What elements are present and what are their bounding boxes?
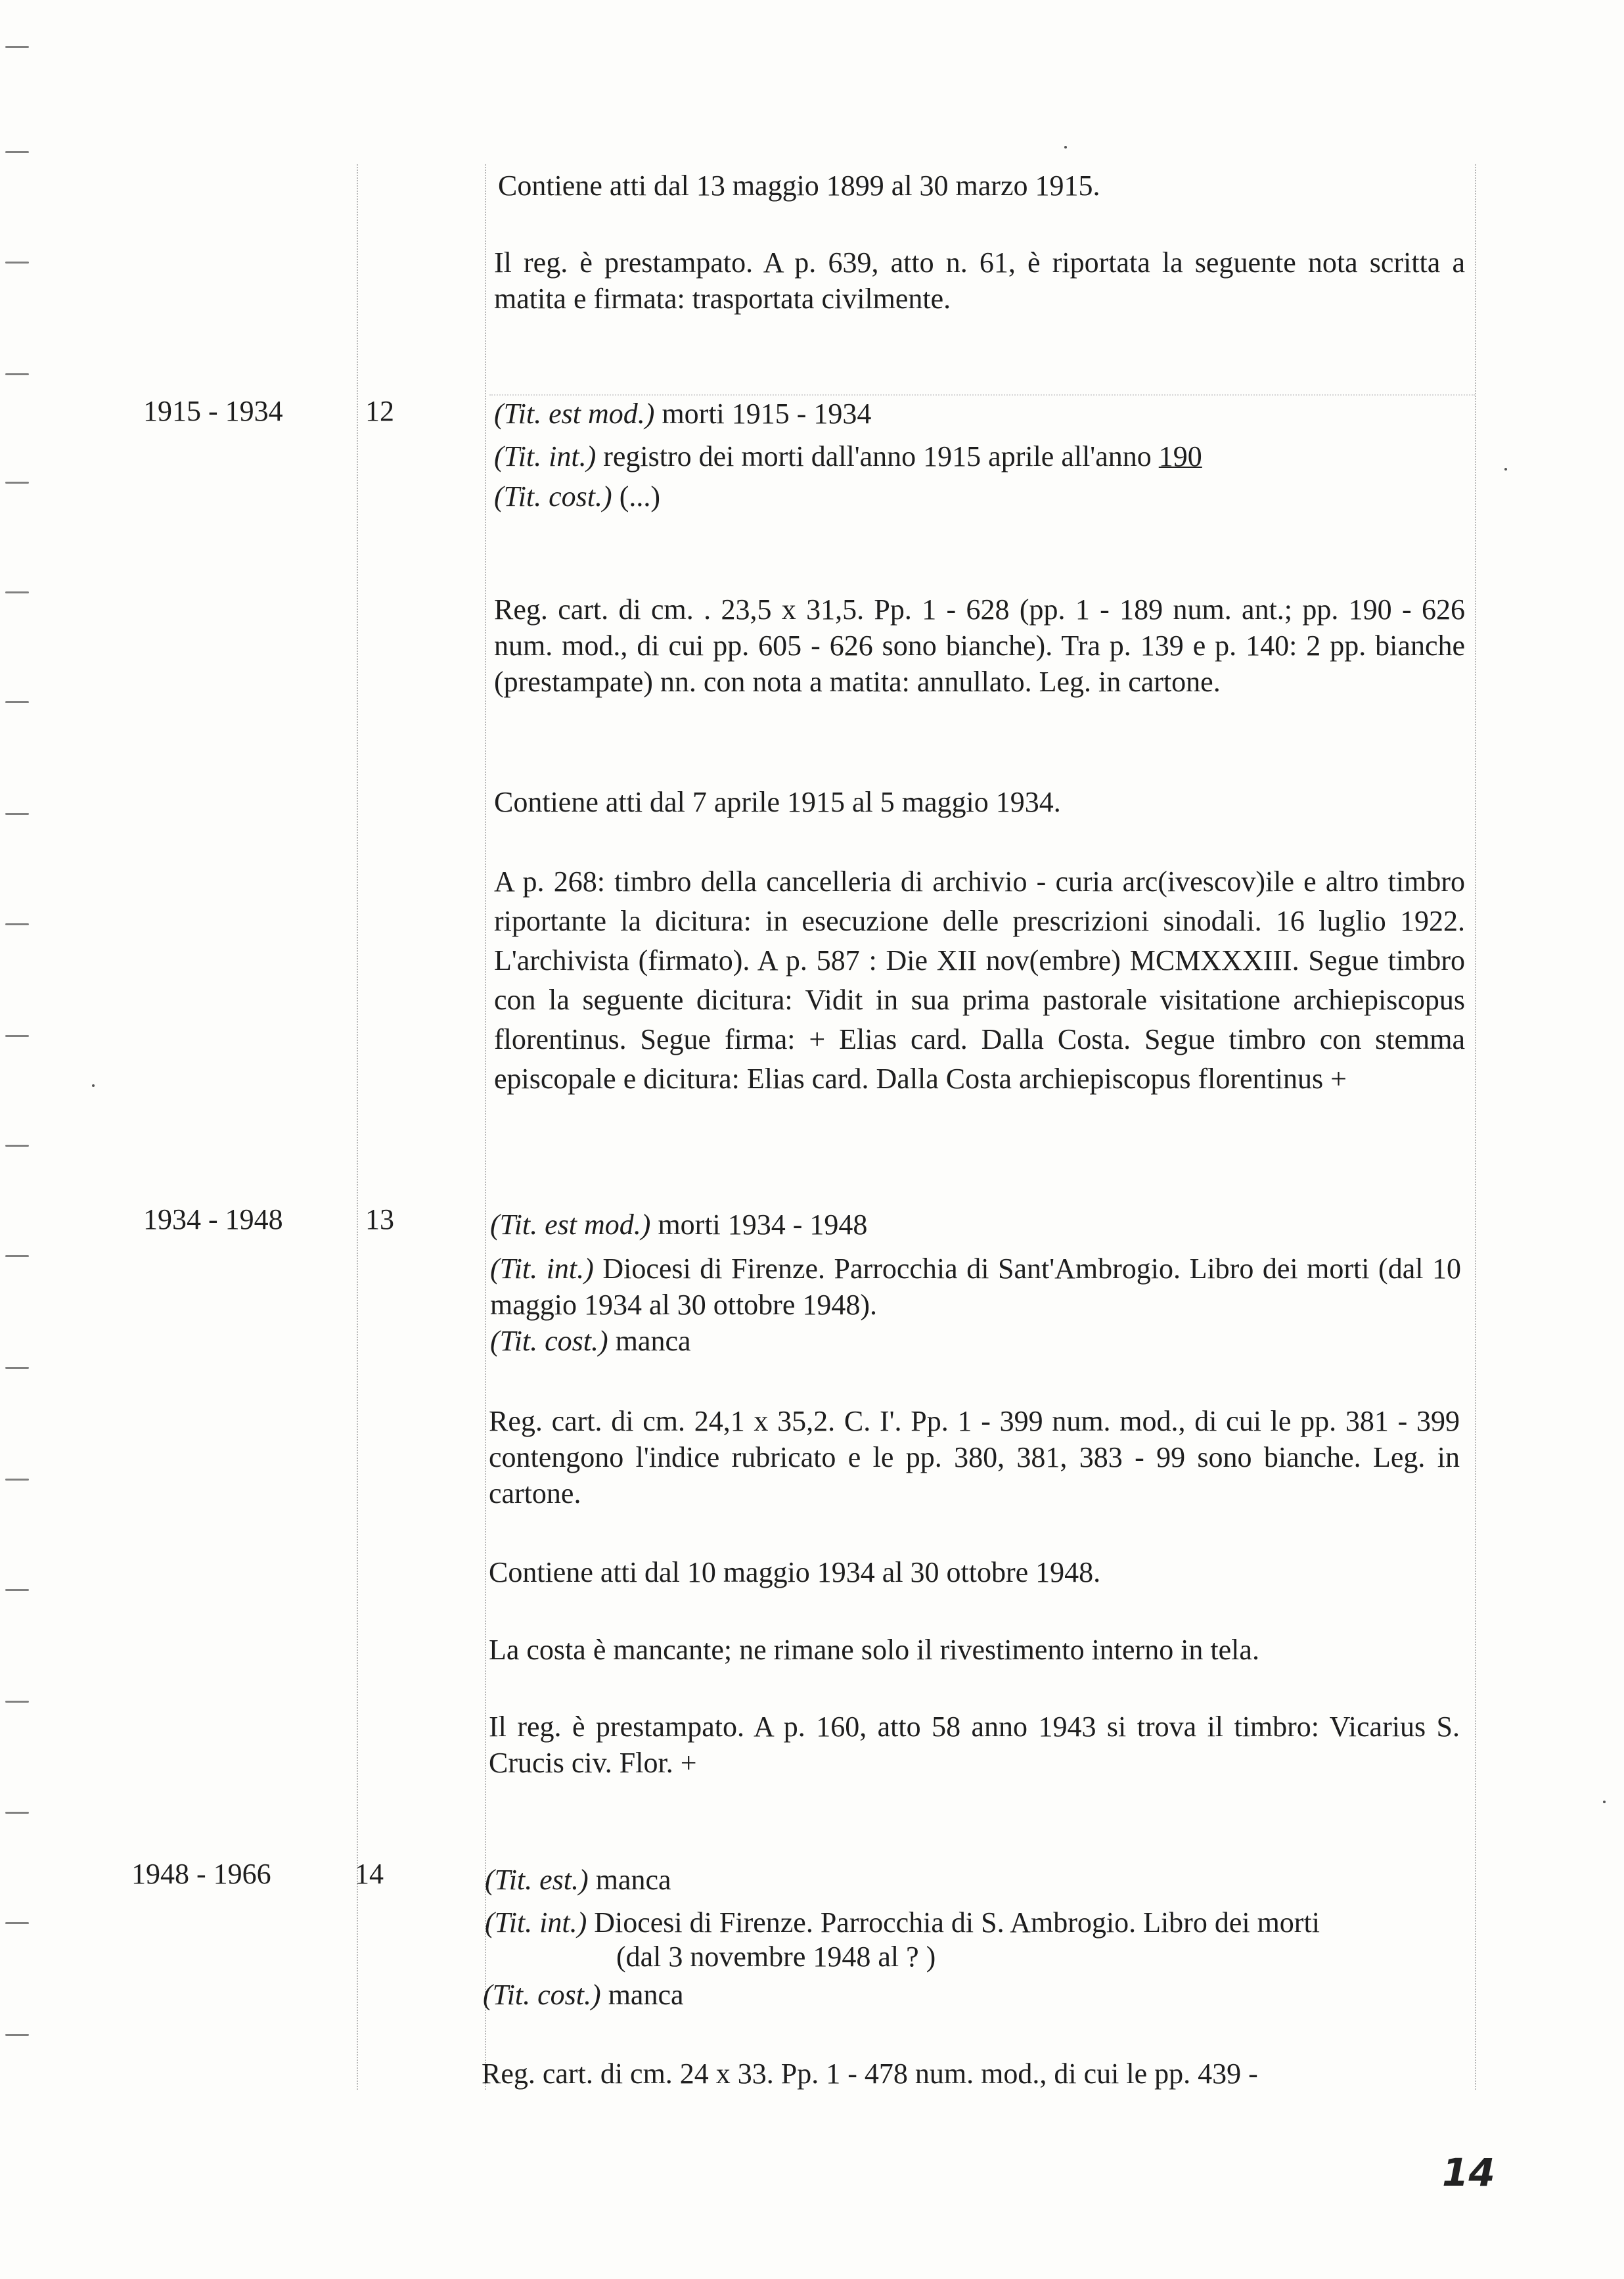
entry-13-date: 1934 - 1948 (143, 1203, 283, 1235)
entry-13-tit-int (490, 1251, 1461, 1323)
entry-13-tit-cost (490, 1323, 691, 1359)
column-divider-3 (1475, 164, 1476, 2090)
column-divider-2 (485, 164, 486, 2090)
entry-13-number: 13 (365, 1203, 394, 1235)
scan-speck (1504, 468, 1507, 471)
entry-12-tit-cost (494, 478, 660, 515)
tit-cost-value: (...) (619, 480, 660, 513)
tit-cost-label: (Tit. cost.) (490, 1325, 608, 1357)
entry-12-tit-est (494, 396, 871, 432)
entry-14-tit-int-cont: (dal 3 novembre 1948 al ? ) (616, 1941, 936, 1973)
tit-est-value: morti 1915 - 1934 (662, 398, 872, 430)
entry-12-tit-int (494, 438, 1202, 474)
tit-est-label: (Tit. est mod.) (494, 398, 655, 430)
tit-est-value: manca (595, 1864, 671, 1896)
entry-13-tit-est (490, 1207, 867, 1243)
column-divider-1 (357, 164, 358, 2090)
tit-int-label: (Tit. int.) (494, 440, 597, 472)
entry-12-contiene: Contiene atti dal 7 aprile 1915 al 5 maggio 1934. (494, 786, 1061, 818)
contiene-atti-1899: Contiene atti dal 13 maggio 1899 al 30 marzo 1915. (498, 170, 1100, 202)
entry-12-description: Reg. cart. di cm. . 23,5 x 31,5. Pp. 1 - 628 (pp. 1 - 189 num. ant.; pp. 190 - 626 num. mod., di cui pp. 605 - 626 sono bianche). Tra p. 139 e p. 140: 2 pp. bianche (prestampate) nn. con nota a matita: annullato. Leg. in cartone. (494, 593, 1465, 698)
nota-prestampato-639: Il reg. è prestampato. A p. 639, atto n. 61, è riportata la seguente nota scritta a matita e firmata: trasportata civilmente. (494, 246, 1465, 315)
tit-int-label: (Tit. int.) (490, 1253, 594, 1285)
entry-14-description: Reg. cart. di cm. 24 x 33. Pp. 1 - 478 num. mod., di cui le pp. 439 - (482, 2058, 1258, 2090)
scan-speck (1064, 146, 1067, 149)
entry-12-note: A p. 268: timbro della cancelleria di archivio - curia arc(ivescov)ile e altro timbro riportante la dicitura: in esecuzione delle prescrizioni sinodali. 16 luglio 1922. L'archivista (firmato). A p. 587 : Die XII nov(embre) MCMXXXIII. Segue timbro con la seguente dicitura: Vidit in sua prima pastorale visitatione archiepiscopus florentinus. Segue firma: + Elias card. Dalla Costa. Segue timbro con stemma episcopale e dicitura: Elias card. Dalla Costa archiepiscopus florentinus + (494, 865, 1465, 1095)
tit-int-value: registro dei morti dall'anno 1915 aprile all'anno (603, 440, 1159, 472)
entry-12-number: 12 (365, 395, 394, 427)
tit-int-value: Diocesi di Firenze. Parrocchia di Sant'Ambrogio. Libro dei morti (dal 10 maggio 1934 al 30 ottobre 1948). (490, 1253, 1461, 1321)
entry-13-description: Reg. cart. di cm. 24,1 x 35,2. C. I'. Pp. 1 - 399 num. mod., di cui le pp. 381 - 399 contengono l'indice rubricato e le pp. 380, 381, 383 - 99 sono bianche. Leg. in cartone. (489, 1405, 1460, 1509)
tit-cost-label: (Tit. cost.) (494, 480, 612, 513)
tit-est-value: morti 1934 - 1948 (658, 1209, 868, 1241)
entry-14-tit-cost (483, 1977, 684, 2013)
entry-13-note: Il reg. è prestampato. A p. 160, atto 58 anno 1943 si trova il timbro: Vicarius S. Crucis civ. Flor. + (489, 1711, 1460, 1779)
page-number: 14 (1442, 2150, 1495, 2195)
entry-14-date: 1948 - 1966 (131, 1858, 271, 1890)
entry-14-tit-int (485, 1904, 1320, 1941)
tit-cost-value: manca (615, 1325, 691, 1357)
tit-est-label: (Tit. est.) (485, 1864, 589, 1896)
tit-cost-label: (Tit. cost.) (483, 1979, 601, 2011)
tit-int-underlined: 190 (1158, 440, 1202, 472)
entry-14-number: 14 (355, 1858, 384, 1890)
entry-13-contiene: Contiene atti dal 10 maggio 1934 al 30 ottobre 1948. (489, 1556, 1101, 1588)
binder-hole-marks (0, 0, 39, 2279)
entry-12-date: 1915 - 1934 (143, 395, 283, 427)
tit-est-label: (Tit. est mod.) (490, 1209, 651, 1241)
scan-speck (92, 1084, 95, 1087)
tit-int-value: Diocesi di Firenze. Parrocchia di S. Ambrogio. Libro dei morti (594, 1906, 1320, 1939)
entry-14-tit-est (485, 1862, 671, 1898)
tit-int-label: (Tit. int.) (485, 1906, 587, 1939)
entry-13-costa: La costa è mancante; ne rimane solo il rivestimento interno in tela. (489, 1634, 1259, 1666)
tit-cost-value: manca (608, 1979, 684, 2011)
scan-speck (1603, 1801, 1606, 1803)
